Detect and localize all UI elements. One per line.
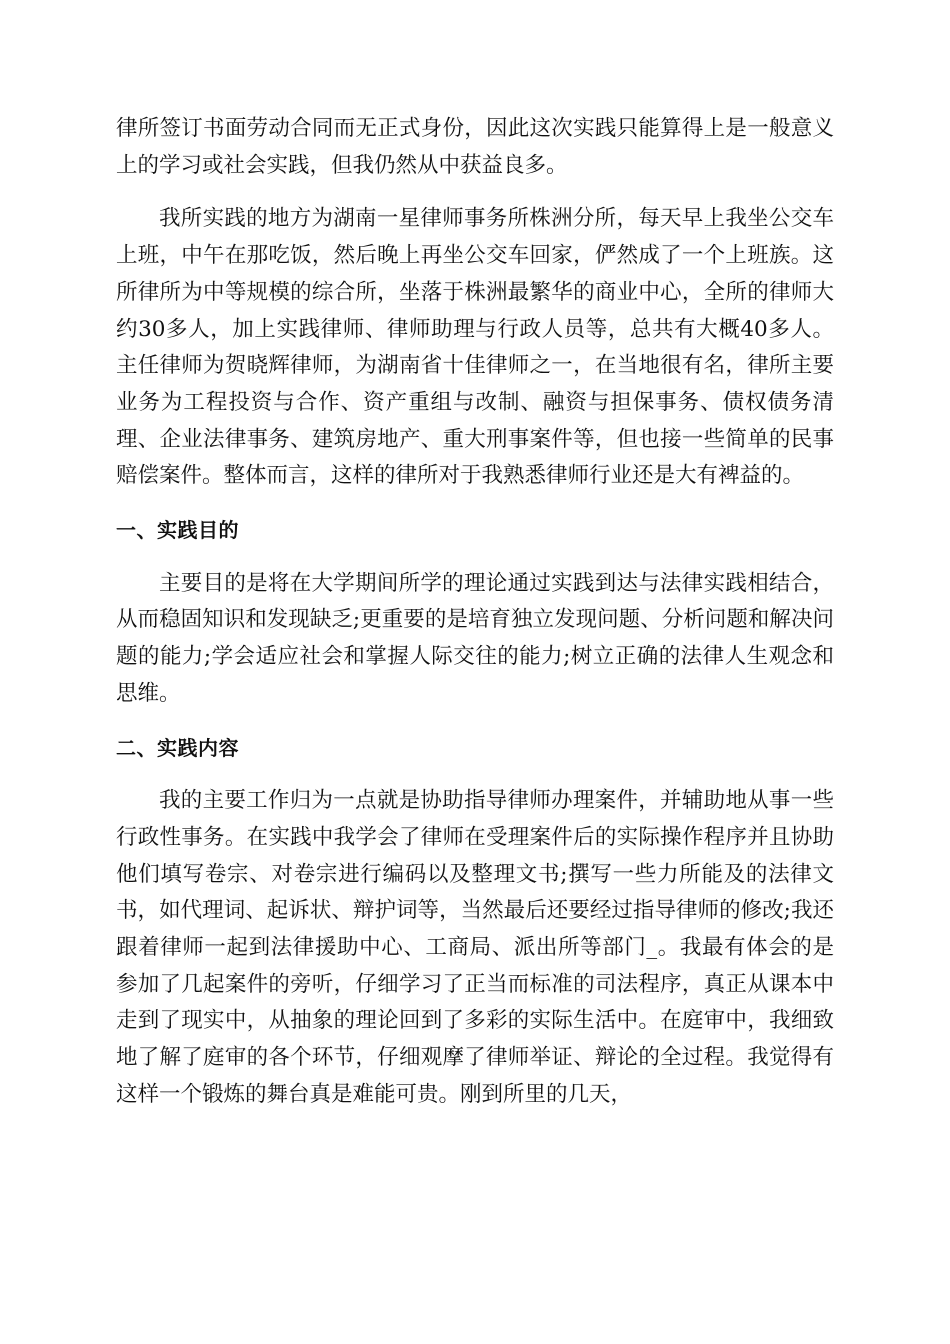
section-heading-content: 二、实践内容 [116, 735, 239, 760]
firm-description-paragraph: 我所实践的地方为湖南一星律师事务所株洲分所，每天早上我坐公交车上班，中午在那吃饭，然后晚上再坐公交车回家，俨然成了一个上班族。这所律所为中等规模的综合所，坐落于株洲最繁华的商业中心，全所的律师大约30多人，加上实践律师、律师助理与行政人员等，总共有大概40多人。主任律师为贺晓辉律师，为湖南省十佳律师之一，在当地很有名，律所主要业务为工程投资与合作、资产重组与改制、融资与担保事务、债权债务清理、企业法律事务、建筑房地产、重大刑事案件等，但也接一些简单的民事赔偿案件。整体而言，这样的律所对于我熟悉律师行业还是大有裨益的。 [116, 206, 834, 489]
document-page [116, 111, 834, 1114]
section-heading-purpose: 一、实践目的 [116, 518, 239, 543]
content-paragraph: 我的主要工作归为一点就是协助指导律师办理案件，并辅助地从事一些行政性事务。在实践中我学会了律师在受理案件后的实际操作程序并且协助他们填写卷宗、对卷宗进行编码以及整理文书;撰写一些力所能及的法律文书，如代理词、起诉状、辩护词等，当然最后还要经过指导律师的修改;我还跟着律师一起到法律援助中心、工商局、派出所等部门_。我最有体会的是参加了几起案件的旁听，仔细学习了正当而标准的司法程序，真正从课本中走到了现实中，从抽象的理论回到了多彩的实际生活中。在庭审中，我细致地了解了庭审的各个环节，仔细观摩了律师举证、辩论的全过程。我觉得有这样一个锻炼的舞台真是难能可贵。刚到所里的几天， [116, 788, 834, 1107]
purpose-paragraph: 主要目的是将在大学期间所学的理论通过实践到达与法律实践相结合，从而稳固知识和发现缺乏;更重要的是培育独立发现问题、分析问题和解决问题的能力;学会适应社会和掌握人际交往的能力;树立正确的法律人生观念和思维。 [116, 570, 834, 706]
intro-continuation-paragraph: 律所签订书面劳动合同而无正式身份，因此这次实践只能算得上是一般意义上的学习或社会实践，但我仍然从中获益良多。 [116, 116, 834, 178]
